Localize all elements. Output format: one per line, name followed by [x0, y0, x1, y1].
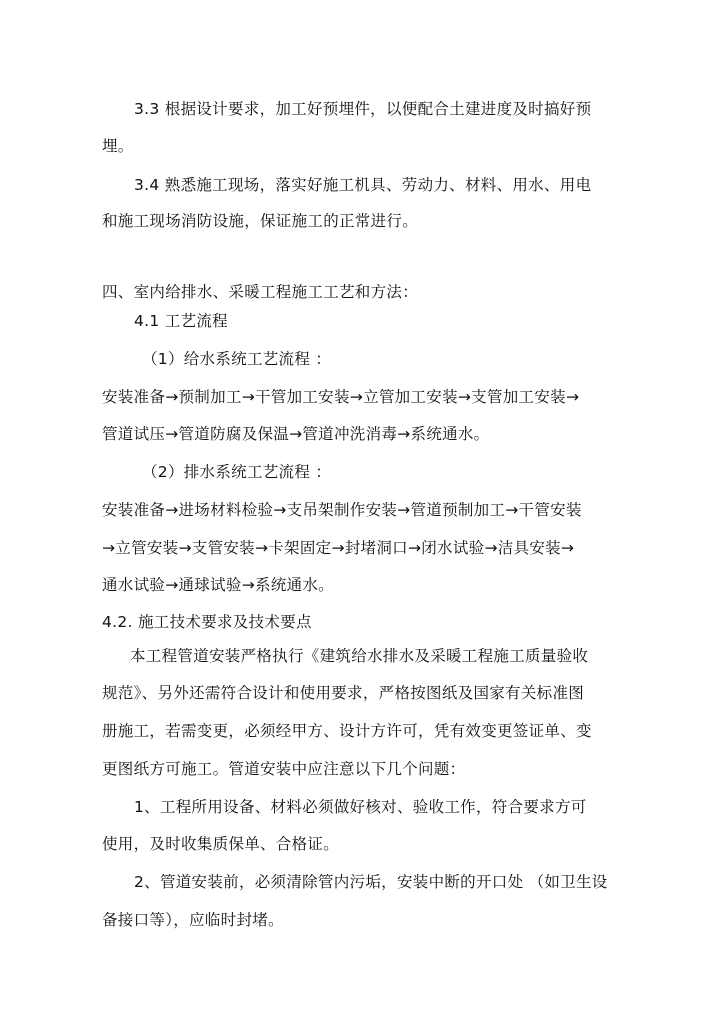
drainage-flow-line-3: 通水试验→通球试验→系统通水。 [102, 576, 334, 594]
paragraph-4-2-line-4: 更图纸方可施工。管道安装中应注意以下几个问题： [102, 760, 466, 778]
section-4-heading: 四、室内给排水、采暖工程施工工艺和方法： [102, 283, 419, 301]
item-1-line-1: 1、工程所用设备、材料必须做好核对、验收工作，符合要求方可 [134, 798, 587, 816]
paragraph-4-2-line-2: 规范》、另外还需符合设计和使用要求，严格按图纸及国家有关标准图 [102, 684, 585, 702]
subsection-4-1-heading: 4.1 工艺流程 [134, 312, 228, 330]
water-supply-flow-line-2: 管道试压→管道防腐及保温→管道冲洗消毒→系统通水。 [102, 425, 490, 443]
item-2-line-1: 2、管道安装前，必须清除管内污垢，安装中断的开口处 （如卫生设 [134, 873, 608, 891]
subsection-4-2-heading: 4.2. 施工技术要求及技术要点 [102, 613, 312, 631]
item-2-line-2: 备接口等），应临时封堵。 [102, 911, 284, 929]
paragraph-4-2-line-1: 本工程管道安装严格执行《建筑给水排水及采暖工程施工质量验收 [130, 647, 589, 665]
water-supply-flow-line-1: 安装准备→预制加工→干管加工安装→立管加工安装→支管加工安装→ [102, 388, 580, 406]
drainage-flow-line-2: →立管安装→支管安装→卡架固定→封堵洞口→闭水试验→洁具安装→ [102, 539, 575, 557]
paragraph-4-2-line-3: 册施工，若需变更，必须经甲方、设计方许可，凭有效变更签证单、变 [102, 722, 592, 740]
paragraph-3-4-line-1: 3.4 熟悉施工现场，落实好施工机具、劳动力、材料、用水、用电 [134, 176, 592, 194]
paragraph-3-3-line-1: 3.3 根据设计要求，加工好预埋件，以便配合土建进度及时搞好预 [134, 100, 592, 118]
paragraph-3-3-line-2: 埋。 [102, 137, 134, 155]
drainage-flow-heading: （2）排水系统工艺流程 ： [142, 463, 332, 481]
item-1-line-2: 使用，及时收集质保单、合格证。 [102, 835, 340, 853]
paragraph-3-4-line-2: 和施工现场消防设施，保证施工的正常进行。 [102, 212, 419, 230]
water-supply-flow-heading: （1）给水系统工艺流程 ： [142, 350, 332, 368]
drainage-flow-line-1: 安装准备→进场材料检验→支吊架制作安装→管道预制加工→干管安装 [102, 501, 582, 519]
